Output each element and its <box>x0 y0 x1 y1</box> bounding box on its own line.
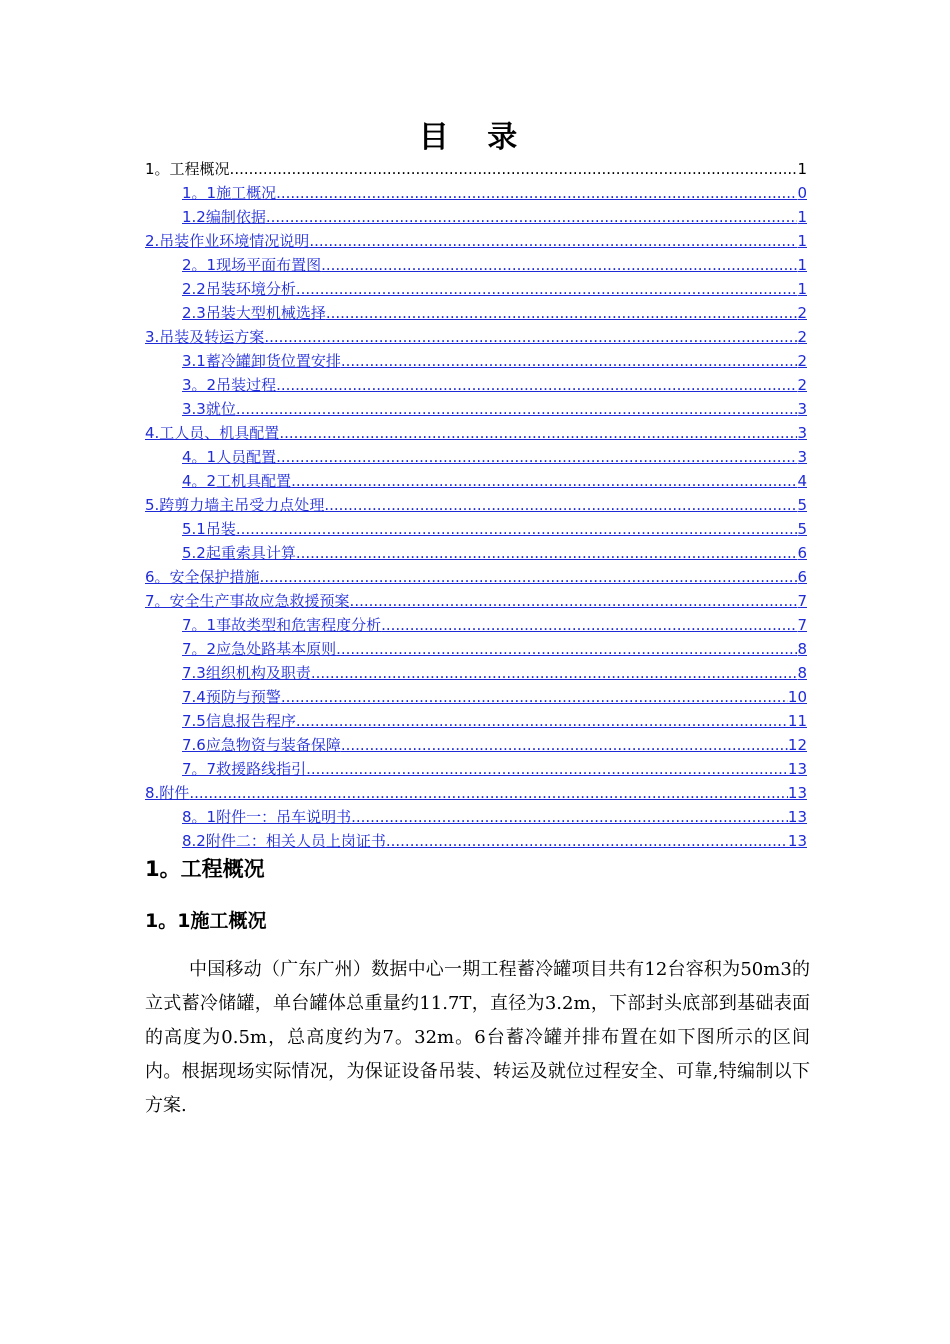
toc-entry-label: 7。7救援路线指引 <box>182 760 307 778</box>
toc-entry-label: 7。安全生产事故应急救援预案 <box>145 592 350 610</box>
toc-entry-page-number: 1 <box>797 280 807 298</box>
toc-entry-page-number: 1 <box>797 208 807 226</box>
toc-entry[interactable] <box>145 805 807 829</box>
toc-entry-label: 4。2工机具配置 <box>182 472 292 490</box>
toc-entry[interactable] <box>145 565 807 589</box>
toc-entry[interactable] <box>145 733 807 757</box>
toc-entry-label: 5.2起重索具计算 <box>182 544 296 562</box>
toc-entry-label: 7。1事故类型和危害程度分析 <box>182 616 382 634</box>
toc-leader-dots <box>236 517 798 541</box>
toc-entry-label: 8.2附件二：相关人员上岗证书 <box>182 832 386 850</box>
toc-leader-dots <box>279 421 797 445</box>
toc-entry-page-number: 8 <box>797 664 807 682</box>
toc-entry-page-number: 6 <box>797 568 807 586</box>
toc-entry-label: 1。工程概况 <box>145 160 230 178</box>
toc-entry-label: 5.跨剪力墙主吊受力点处理 <box>145 496 325 514</box>
toc-entry-page-number: 5 <box>797 496 807 514</box>
toc-entry-label: 5.1吊装 <box>182 520 236 538</box>
section-heading-1: 1。工程概况 <box>145 857 265 881</box>
toc-entry-page-number: 2 <box>797 352 807 370</box>
toc-entry-page-number: 0 <box>797 184 807 202</box>
toc-leader-dots <box>296 277 798 301</box>
toc-entry-label: 2。1现场平面布置图 <box>182 256 322 274</box>
toc-entry[interactable] <box>145 493 807 517</box>
toc-entry[interactable] <box>145 325 807 349</box>
toc-leader-dots <box>336 637 797 661</box>
toc-entry[interactable] <box>145 397 807 421</box>
toc-entry-label: 7.4预防与预警 <box>182 688 281 706</box>
toc-entry-page-number: 6 <box>797 544 807 562</box>
toc-entry-label: 3。2吊装过程 <box>182 376 277 394</box>
toc-entry[interactable] <box>145 613 807 637</box>
toc-entry-page-number: 7 <box>797 592 807 610</box>
toc-entry[interactable] <box>145 589 807 613</box>
toc-entry-page-number: 12 <box>787 736 807 754</box>
toc-entry[interactable] <box>145 685 807 709</box>
toc-entry-page-number: 13 <box>787 832 807 850</box>
toc-leader-dots <box>260 565 798 589</box>
toc-entry-label: 7.5信息报告程序 <box>182 712 296 730</box>
toc-entry-page-number: 11 <box>787 712 807 730</box>
toc-leader-dots <box>276 373 797 397</box>
toc-entry[interactable] <box>145 229 807 253</box>
toc-entry-label: 4。1人员配置 <box>182 448 277 466</box>
toc-entry[interactable] <box>145 301 807 325</box>
toc-entry-label: 7.3组织机构及职责 <box>182 664 311 682</box>
toc-entry <box>145 157 807 181</box>
toc-leader-dots <box>291 469 797 493</box>
toc-entry-label: 1.2编制依据 <box>182 208 266 226</box>
toc-entry-page-number: 13 <box>787 784 807 802</box>
toc-entry[interactable] <box>145 637 807 661</box>
toc-entry[interactable] <box>145 277 807 301</box>
toc-entry[interactable] <box>145 349 807 373</box>
toc-entry-page-number: 1 <box>797 160 807 178</box>
toc-entry-page-number: 3 <box>797 400 807 418</box>
toc-leader-dots <box>381 613 797 637</box>
toc-leader-dots <box>276 445 797 469</box>
toc-leader-dots <box>341 733 788 757</box>
toc-entry[interactable] <box>145 205 807 229</box>
toc-leader-dots <box>306 757 788 781</box>
toc-entry-page-number: 2 <box>797 328 807 346</box>
toc-entry-label: 3.吊装及转运方案 <box>145 328 265 346</box>
toc-leader-dots <box>311 661 798 685</box>
toc-entry-page-number: 2 <box>797 376 807 394</box>
toc-entry-page-number: 1 <box>797 232 807 250</box>
toc-leader-dots <box>296 709 788 733</box>
toc-leader-dots <box>296 541 798 565</box>
toc-entry[interactable] <box>145 709 807 733</box>
toc-entry-label: 2.2吊装环境分析 <box>182 280 296 298</box>
toc-leader-dots <box>281 685 788 709</box>
toc-leader-dots <box>341 349 798 373</box>
toc-entry-page-number: 3 <box>797 424 807 442</box>
table-of-contents <box>145 157 807 853</box>
toc-entry-label: 7。2应急处路基本原则 <box>182 640 337 658</box>
toc-entry[interactable] <box>145 661 807 685</box>
toc-leader-dots <box>309 229 797 253</box>
toc-title: 目 录 <box>418 120 532 155</box>
toc-entry-label: 8.附件 <box>145 784 190 802</box>
toc-entry-page-number: 7 <box>797 616 807 634</box>
toc-entry-page-number: 1 <box>797 256 807 274</box>
toc-entry[interactable] <box>145 829 807 853</box>
section-heading-1-1: 1。1施工概况 <box>145 910 267 932</box>
toc-entry[interactable] <box>145 421 807 445</box>
toc-entry-page-number: 13 <box>787 808 807 826</box>
toc-entry-page-number: 10 <box>787 688 807 706</box>
toc-leader-dots <box>324 493 797 517</box>
toc-leader-dots <box>386 829 788 853</box>
toc-entry-page-number: 5 <box>797 520 807 538</box>
toc-entry[interactable] <box>145 541 807 565</box>
toc-entry-page-number: 2 <box>797 304 807 322</box>
toc-entry[interactable] <box>145 253 807 277</box>
toc-entry[interactable] <box>145 373 807 397</box>
toc-leader-dots <box>351 805 788 829</box>
toc-leader-dots <box>321 253 797 277</box>
toc-leader-dots <box>276 181 797 205</box>
section-paragraph: 中国移动（广东广州）数据中心一期工程蓄冷罐项目共有12台容积为50m3的立式蓄冷储罐，单台罐体总重量约11.7T，直径为3.2m，下部封头底部到基础表面的高度为0.5m，总高度约为7。32m。6台蓄冷罐并排布置在如下图所示的区间内。根据现场实际情况，为保证设备吊装、转运及就位过程安全、可靠,特编制以下方案. <box>145 959 810 1116</box>
toc-entry-label: 3.1蓄冷罐卸货位置安排 <box>182 352 341 370</box>
toc-entry-page-number: 3 <box>797 448 807 466</box>
toc-leader-dots <box>350 589 798 613</box>
toc-entry[interactable] <box>145 781 807 805</box>
toc-leader-dots <box>230 157 798 181</box>
toc-entry-label: 6。安全保护措施 <box>145 568 260 586</box>
toc-leader-dots <box>264 325 797 349</box>
toc-entry-label: 2.3吊装大型机械选择 <box>182 304 326 322</box>
toc-leader-dots <box>189 781 788 805</box>
toc-entry-page-number: 13 <box>787 760 807 778</box>
toc-entry-page-number: 8 <box>797 640 807 658</box>
toc-entry[interactable] <box>145 469 807 493</box>
toc-entry-label: 4.工人员、机具配置 <box>145 424 280 442</box>
toc-entry-page-number: 4 <box>797 472 807 490</box>
toc-entry[interactable] <box>145 517 807 541</box>
toc-leader-dots <box>236 397 798 421</box>
toc-entry-label: 3.3就位 <box>182 400 236 418</box>
toc-leader-dots <box>326 301 798 325</box>
toc-entry-label: 1。1施工概况 <box>182 184 277 202</box>
toc-entry-label: 8。1附件一：吊车说明书 <box>182 808 352 826</box>
toc-entry[interactable] <box>145 757 807 781</box>
toc-entry-label: 7.6应急物资与装备保障 <box>182 736 341 754</box>
toc-entry[interactable] <box>145 181 807 205</box>
toc-leader-dots <box>266 205 798 229</box>
toc-entry-label: 2.吊装作业环境情况说明 <box>145 232 310 250</box>
toc-entry[interactable] <box>145 445 807 469</box>
